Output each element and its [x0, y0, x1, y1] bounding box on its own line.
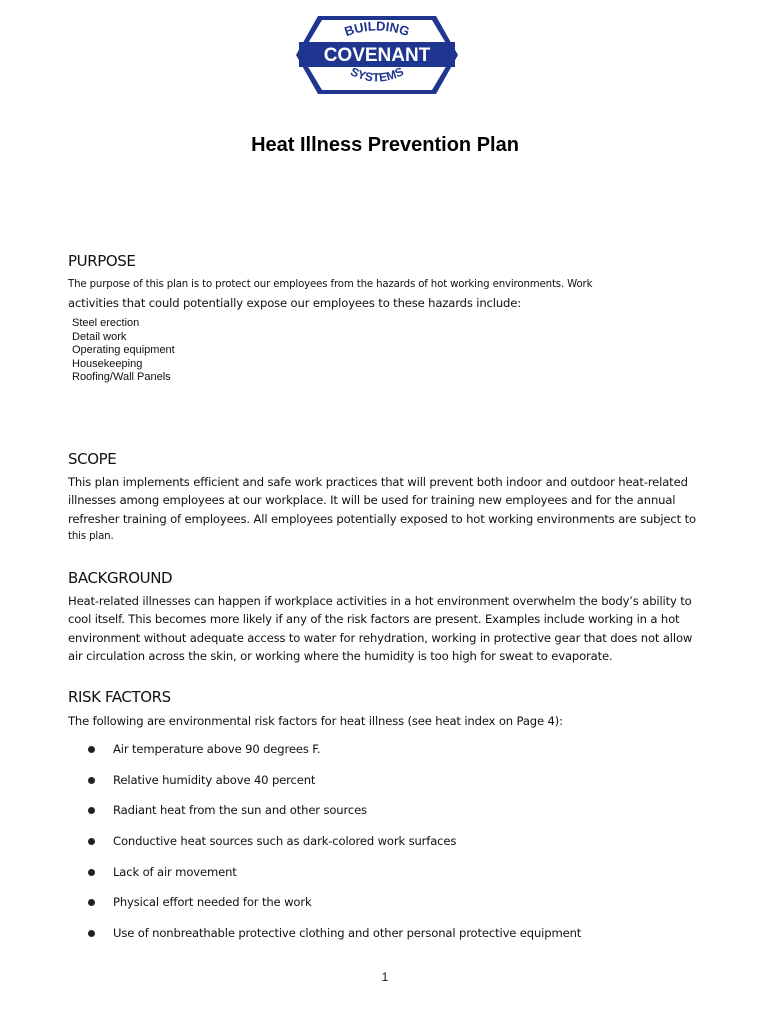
background-line: air circulation across the skin, or working where the humidity is too high for sweat to evaporate. — [68, 648, 613, 663]
purpose-heading: PURPOSE — [68, 252, 136, 270]
list-item-text: Lack of air movement — [113, 864, 237, 879]
page-title: Heat Illness Prevention Plan — [251, 134, 519, 156]
scope-line: this plan. — [68, 530, 114, 542]
list-item-text: Use of nonbreathable protective clothing and other personal protective equipment — [113, 926, 582, 941]
scope-line: illnesses among employees at our workplace. It will be used for training new employees and for the annual — [68, 493, 676, 508]
scope-heading: SCOPE — [68, 450, 117, 468]
logo-main-text: COVENANT — [323, 45, 431, 66]
background-text — [68, 592, 708, 665]
purpose-line-1: The purpose of this plan is to protect our employees from the hazards of hot working environments. Work — [68, 279, 593, 290]
list-item: Housekeeping — [72, 357, 143, 370]
list-item: Detail work — [72, 330, 127, 343]
risk-factors-intro-text: The following are environmental risk factors for heat illness (see heat index on Page 4): — [68, 714, 563, 728]
activities-list — [72, 317, 175, 385]
list-item: Steel erection — [72, 317, 140, 329]
list-item-text: Relative humidity above 40 percent — [113, 772, 316, 787]
bullet-icon — [88, 899, 95, 906]
purpose-text — [68, 276, 708, 313]
background-heading: BACKGROUND — [68, 569, 173, 587]
list-item-text: Radiant heat from the sun and other sources — [113, 803, 367, 818]
bullet-icon — [88, 746, 95, 753]
purpose-line-2: activities that could potentially expose our employees to these hazards include: — [68, 296, 521, 311]
logo-top-text: BUILDING — [342, 18, 412, 40]
bullet-icon — [88, 930, 95, 937]
risk-factors-intro — [68, 712, 708, 730]
bullet-icon — [88, 869, 95, 876]
list-item-text: Physical effort needed for the work — [113, 895, 312, 910]
risk-factors-heading: RISK FACTORS — [68, 688, 171, 706]
bullet-icon — [88, 777, 95, 784]
bullet-icon — [88, 838, 95, 845]
list-item-text: Air temperature above 90 degrees F. — [113, 742, 321, 756]
page-number: 1 — [381, 970, 389, 984]
company-logo — [294, 14, 460, 96]
list-item-text: Conductive heat sources such as dark-colored work surfaces — [113, 834, 457, 849]
logo-bottom-text: SYSTEMS — [348, 64, 406, 85]
list-item: Roofing/Wall Panels — [72, 371, 171, 383]
background-line: environment without adequate access to water for rehydration, working in protective gear that does not allow — [68, 630, 693, 645]
list-item: Operating equipment — [72, 344, 175, 356]
scope-line: This plan implements efficient and safe work practices that will prevent both indoor and outdoor heat-related — [68, 475, 688, 489]
bullet-icon — [88, 807, 95, 814]
background-line: Heat-related illnesses can happen if workplace activities in a hot environment overwhelm the body’s ability to — [68, 594, 692, 608]
background-line: cool itself. This becomes more likely if any of the risk factors are present. Examples include working in a hot — [68, 612, 680, 627]
scope-line: refresher training of employees. All employees potentially exposed to hot working environments are subject to — [68, 511, 696, 526]
scope-text — [68, 473, 708, 546]
